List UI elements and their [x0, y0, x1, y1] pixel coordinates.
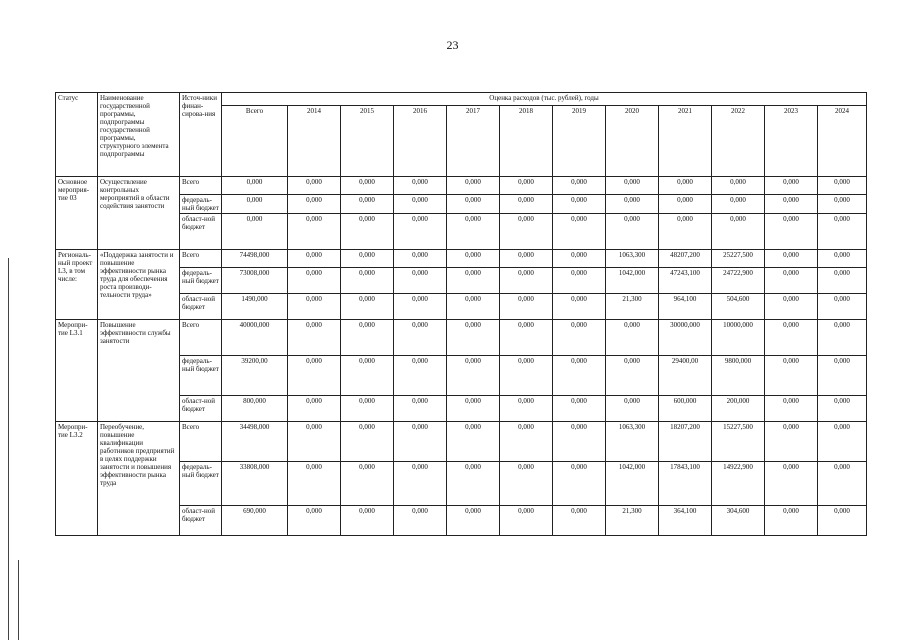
value-cell: 0,000	[222, 214, 288, 250]
value-cell: 0,000	[553, 462, 606, 506]
value-cell: 0,000	[818, 268, 867, 294]
header-year: 2017	[447, 106, 500, 177]
value-cell: 364,100	[659, 506, 712, 536]
value-cell: 690,000	[222, 506, 288, 536]
value-cell: 0,000	[288, 294, 341, 320]
value-cell: 34498,000	[222, 422, 288, 462]
value-cell: 21,300	[606, 294, 659, 320]
header-year: 2024	[818, 106, 867, 177]
row-source: федераль-ный бюджет	[180, 195, 222, 214]
value-cell: 14922,900	[712, 462, 765, 506]
value-cell: 0,000	[394, 396, 447, 422]
value-cell: 0,000	[447, 250, 500, 268]
value-cell: 0,000	[553, 422, 606, 462]
table-row	[56, 320, 867, 356]
value-cell: 0,000	[818, 250, 867, 268]
row-source: област-ной бюджет	[180, 214, 222, 250]
value-cell: 40000,000	[222, 320, 288, 356]
value-cell: 24722,900	[712, 268, 765, 294]
value-cell: 0,000	[341, 320, 394, 356]
value-cell: 30000,000	[659, 320, 712, 356]
header-year: 2023	[765, 106, 818, 177]
header-name: Наименование государственной программы, подпрограммы государственной программы, структурного элемента подпрограммы	[98, 93, 180, 177]
value-cell: 1063,300	[606, 250, 659, 268]
value-cell: 0,000	[553, 177, 606, 195]
value-cell: 0,000	[447, 268, 500, 294]
value-cell: 0,000	[765, 396, 818, 422]
row-name: «Поддержка занятости и повышение эффективности рынка труда для обеспечения роста производи-тельности труда»	[98, 250, 180, 320]
value-cell: 0,000	[341, 422, 394, 462]
value-cell: 504,600	[712, 294, 765, 320]
value-cell: 0,000	[606, 356, 659, 396]
value-cell: 0,000	[500, 195, 553, 214]
value-cell: 0,000	[765, 462, 818, 506]
value-cell: 0,000	[818, 320, 867, 356]
header-status: Статус	[56, 93, 98, 177]
value-cell: 0,000	[288, 506, 341, 536]
value-cell: 0,000	[712, 195, 765, 214]
value-cell: 0,000	[765, 195, 818, 214]
value-cell: 0,000	[288, 195, 341, 214]
value-cell: 0,000	[765, 422, 818, 462]
value-cell: 0,000	[712, 177, 765, 195]
page-number: 23	[446, 38, 459, 52]
row-name: Повышение эффективности службы занятости	[98, 320, 180, 422]
value-cell: 0,000	[394, 177, 447, 195]
value-cell: 21,300	[606, 506, 659, 536]
value-cell: 0,000	[500, 356, 553, 396]
value-cell: 0,000	[818, 396, 867, 422]
value-cell: 0,000	[288, 250, 341, 268]
value-cell: 0,000	[553, 320, 606, 356]
value-cell: 0,000	[394, 214, 447, 250]
value-cell: 33808,000	[222, 462, 288, 506]
value-cell: 0,000	[394, 320, 447, 356]
value-cell: 0,000	[447, 195, 500, 214]
value-cell: 0,000	[818, 214, 867, 250]
value-cell: 0,000	[553, 506, 606, 536]
value-cell: 0,000	[288, 214, 341, 250]
value-cell: 600,000	[659, 396, 712, 422]
value-cell: 0,000	[553, 195, 606, 214]
value-cell: 0,000	[341, 214, 394, 250]
row-source: област-ной бюджет	[180, 294, 222, 320]
value-cell: 0,000	[341, 294, 394, 320]
value-cell: 0,000	[553, 294, 606, 320]
value-cell: 0,000	[341, 195, 394, 214]
value-cell: 0,000	[765, 320, 818, 356]
value-cell: 0,000	[394, 462, 447, 506]
value-cell: 0,000	[606, 320, 659, 356]
header-year: Всего	[222, 106, 288, 177]
value-cell: 0,000	[288, 177, 341, 195]
row-status: Меропри-тие L3.2	[56, 422, 98, 536]
header-year: 2020	[606, 106, 659, 177]
value-cell: 0,000	[818, 506, 867, 536]
value-cell: 0,000	[818, 195, 867, 214]
value-cell: 0,000	[288, 268, 341, 294]
value-cell: 1063,300	[606, 422, 659, 462]
row-source: Всего	[180, 177, 222, 195]
budget-table	[55, 92, 867, 536]
value-cell: 29400,00	[659, 356, 712, 396]
header-year: 2021	[659, 106, 712, 177]
value-cell: 0,000	[659, 195, 712, 214]
value-cell: 304,600	[712, 506, 765, 536]
table-row	[56, 250, 867, 268]
value-cell: 0,000	[500, 250, 553, 268]
header-source: Источ-ники финан-сирова-ния	[180, 93, 222, 177]
value-cell: 0,000	[500, 320, 553, 356]
value-cell: 0,000	[553, 250, 606, 268]
header-year: 2019	[553, 106, 606, 177]
value-cell: 0,000	[500, 506, 553, 536]
table-row	[56, 422, 867, 462]
value-cell: 0,000	[606, 214, 659, 250]
value-cell: 0,000	[394, 250, 447, 268]
value-cell: 0,000	[222, 177, 288, 195]
header-estimate-group: Оценка расходов (тыс. рублей), годы	[222, 93, 867, 106]
row-source: федераль-ный бюджет	[180, 356, 222, 396]
row-source: Всего	[180, 250, 222, 268]
value-cell: 0,000	[394, 195, 447, 214]
value-cell: 0,000	[288, 356, 341, 396]
value-cell: 0,000	[447, 214, 500, 250]
value-cell: 0,000	[606, 396, 659, 422]
value-cell: 0,000	[394, 268, 447, 294]
value-cell: 0,000	[765, 177, 818, 195]
scan-artifact-line	[18, 560, 19, 640]
value-cell: 25227,500	[712, 250, 765, 268]
value-cell: 0,000	[222, 195, 288, 214]
value-cell: 800,000	[222, 396, 288, 422]
value-cell: 0,000	[765, 356, 818, 396]
row-status: Меропри-тие L3.1	[56, 320, 98, 422]
value-cell: 0,000	[341, 268, 394, 294]
value-cell: 0,000	[553, 356, 606, 396]
value-cell: 0,000	[288, 422, 341, 462]
value-cell: 0,000	[341, 177, 394, 195]
row-name: Переобучение, повышение квалификации работников предприятий в целях поддержки занятости и повышения эффективности рынка труда	[98, 422, 180, 536]
value-cell: 0,000	[447, 294, 500, 320]
value-cell: 0,000	[394, 294, 447, 320]
value-cell: 0,000	[500, 214, 553, 250]
row-source: федераль-ный бюджет	[180, 462, 222, 506]
value-cell: 0,000	[818, 294, 867, 320]
value-cell: 0,000	[818, 356, 867, 396]
value-cell: 0,000	[288, 320, 341, 356]
value-cell: 0,000	[659, 214, 712, 250]
value-cell: 15227,500	[712, 422, 765, 462]
row-source: Всего	[180, 320, 222, 356]
row-source: област-ной бюджет	[180, 506, 222, 536]
value-cell: 0,000	[553, 214, 606, 250]
value-cell: 0,000	[394, 422, 447, 462]
row-source: Всего	[180, 422, 222, 462]
row-source: област-ной бюджет	[180, 396, 222, 422]
value-cell: 0,000	[500, 396, 553, 422]
value-cell: 0,000	[500, 462, 553, 506]
value-cell: 0,000	[341, 462, 394, 506]
value-cell: 10000,000	[712, 320, 765, 356]
value-cell: 0,000	[765, 268, 818, 294]
value-cell: 0,000	[447, 356, 500, 396]
row-source: федераль-ный бюджет	[180, 268, 222, 294]
value-cell: 17843,100	[659, 462, 712, 506]
value-cell: 0,000	[500, 422, 553, 462]
value-cell: 0,000	[818, 177, 867, 195]
value-cell: 0,000	[606, 195, 659, 214]
value-cell: 0,000	[288, 462, 341, 506]
value-cell: 0,000	[765, 250, 818, 268]
value-cell: 0,000	[500, 294, 553, 320]
value-cell: 0,000	[606, 177, 659, 195]
row-name: Осуществление контрольных мероприятий в области содействия занятости	[98, 177, 180, 250]
value-cell: 0,000	[500, 177, 553, 195]
header-year: 2018	[500, 106, 553, 177]
row-status: Региональ-ный проект L3, в том числе:	[56, 250, 98, 320]
value-cell: 0,000	[341, 356, 394, 396]
value-cell: 1490,000	[222, 294, 288, 320]
table-row	[56, 177, 867, 195]
value-cell: 0,000	[394, 356, 447, 396]
value-cell: 73008,000	[222, 268, 288, 294]
value-cell: 0,000	[447, 422, 500, 462]
value-cell: 0,000	[288, 396, 341, 422]
value-cell: 0,000	[659, 177, 712, 195]
value-cell: 200,000	[712, 396, 765, 422]
value-cell: 0,000	[553, 396, 606, 422]
table-body	[56, 177, 867, 536]
value-cell: 0,000	[765, 506, 818, 536]
value-cell: 39200,00	[222, 356, 288, 396]
value-cell: 18207,200	[659, 422, 712, 462]
header-year: 2016	[394, 106, 447, 177]
value-cell: 1042,000	[606, 268, 659, 294]
value-cell: 0,000	[765, 214, 818, 250]
value-cell: 47243,100	[659, 268, 712, 294]
value-cell: 48207,200	[659, 250, 712, 268]
value-cell: 0,000	[447, 462, 500, 506]
header-year: 2022	[712, 106, 765, 177]
value-cell: 0,000	[553, 268, 606, 294]
value-cell: 0,000	[447, 396, 500, 422]
value-cell: 0,000	[765, 294, 818, 320]
value-cell: 0,000	[447, 506, 500, 536]
value-cell: 0,000	[500, 268, 553, 294]
value-cell: 964,100	[659, 294, 712, 320]
value-cell: 1042,000	[606, 462, 659, 506]
value-cell: 74498,000	[222, 250, 288, 268]
value-cell: 0,000	[818, 422, 867, 462]
value-cell: 0,000	[712, 214, 765, 250]
scan-artifact-line	[8, 258, 9, 640]
value-cell: 0,000	[341, 250, 394, 268]
value-cell: 9800,000	[712, 356, 765, 396]
value-cell: 0,000	[341, 396, 394, 422]
header-year: 2014	[288, 106, 341, 177]
value-cell: 0,000	[341, 506, 394, 536]
header-year: 2015	[341, 106, 394, 177]
value-cell: 0,000	[818, 462, 867, 506]
value-cell: 0,000	[447, 320, 500, 356]
value-cell: 0,000	[394, 506, 447, 536]
row-status: Основное мероприя-тие 03	[56, 177, 98, 250]
value-cell: 0,000	[447, 177, 500, 195]
